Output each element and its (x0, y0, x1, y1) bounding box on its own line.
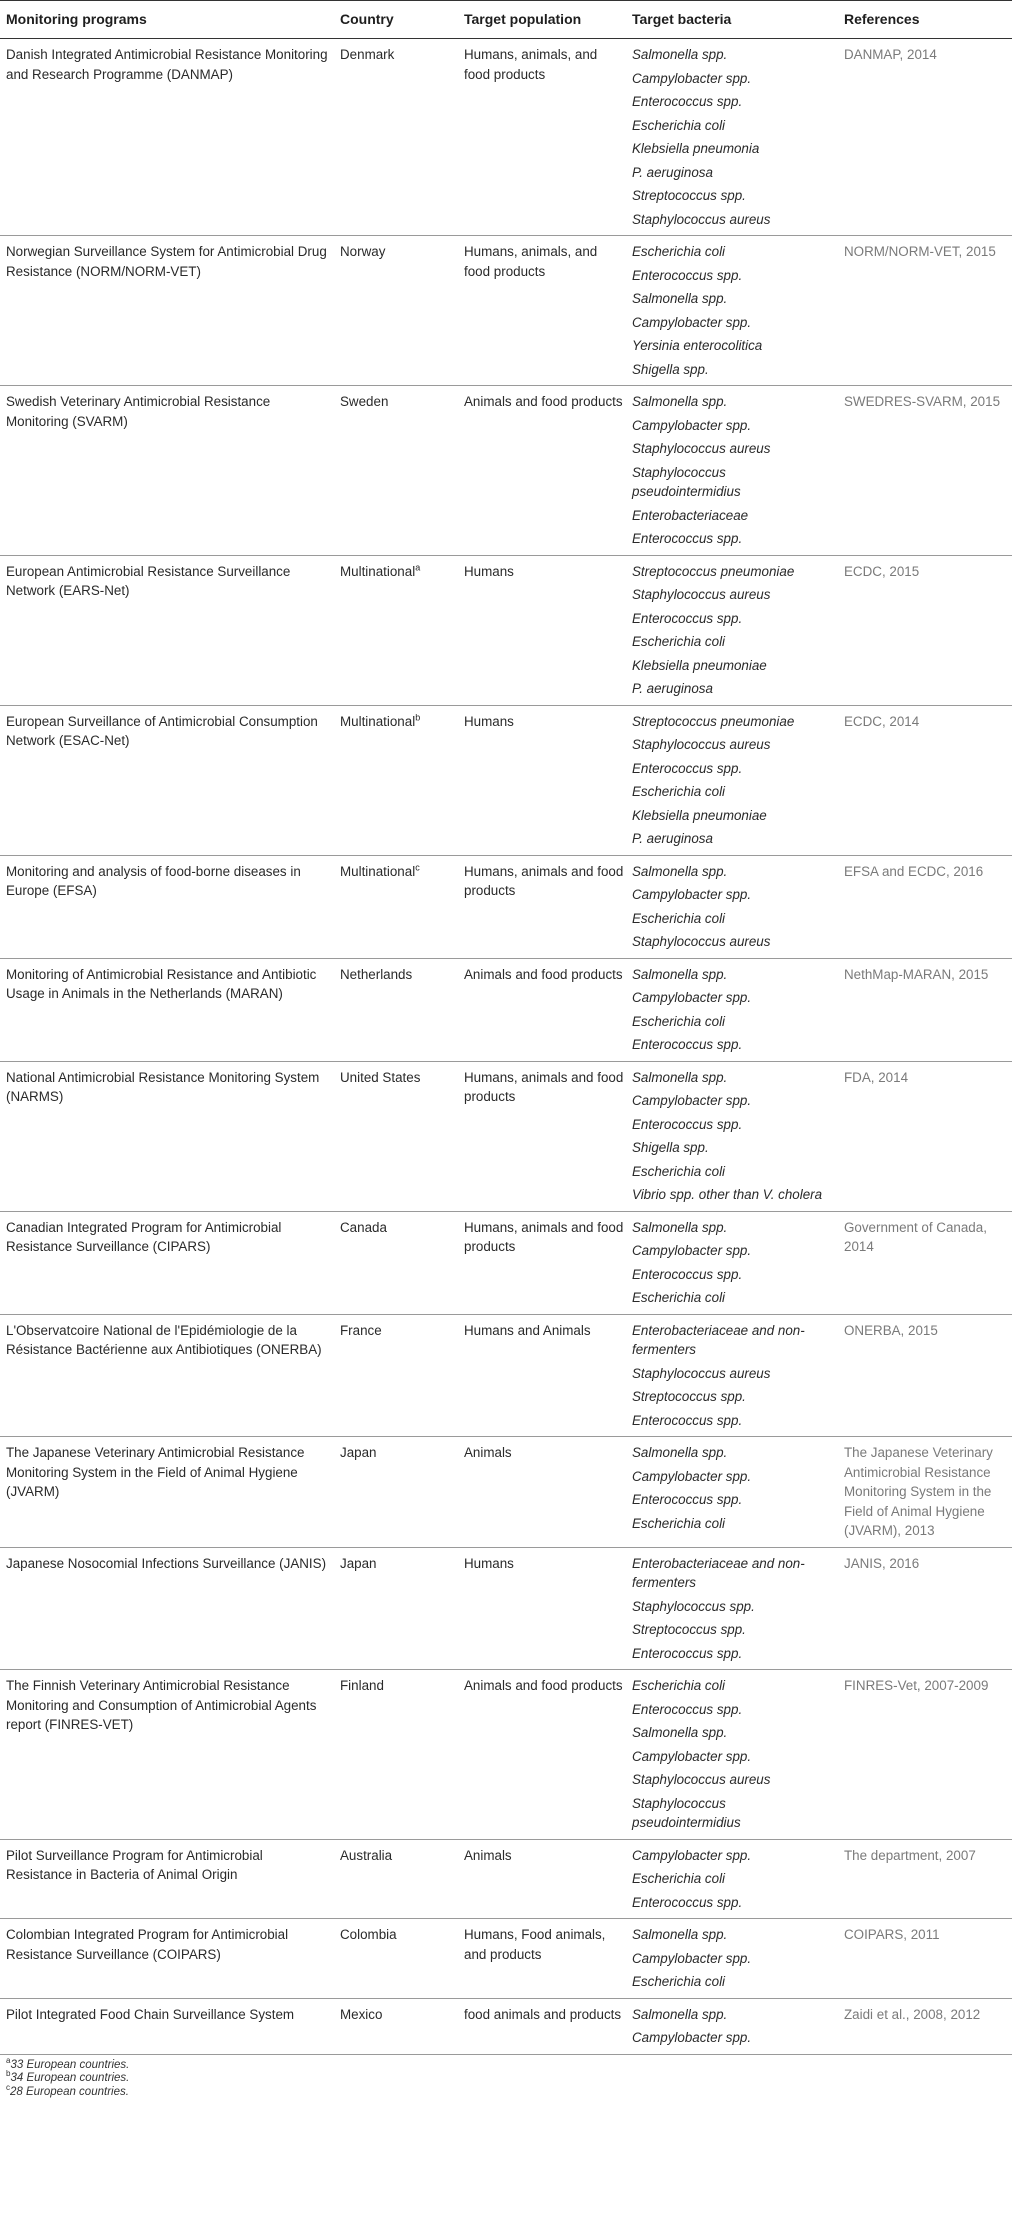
header-target-population: Target population (460, 1, 628, 39)
reference-cell: DANMAP, 2014 (840, 39, 1012, 236)
country-cell (336, 1839, 460, 1919)
bacteria-item: Enterococcus spp. (632, 1037, 743, 1052)
reference-cell: The Japanese Veterinary Antimicrobial Resistance Monitoring System in the Field of Animal Hygiene (JVARM), 2013 (840, 1437, 1012, 1548)
bacteria-item: Salmonella spp. (632, 1725, 728, 1740)
country-text: Multinational (340, 863, 416, 879)
bacteria-item: Escherichia coli (632, 1163, 726, 1179)
target-population-cell: Animals (460, 1839, 628, 1919)
bacteria-item: Streptococcus pneumoniae (632, 713, 795, 729)
reference-cell: COIPARS, 2011 (840, 1919, 1012, 1999)
header-target-bacteria: Target bacteria (628, 1, 840, 39)
country-text: Denmark (340, 47, 395, 62)
reference-cell: ECDC, 2014 (840, 705, 1012, 855)
bacteria-item: Escherichia coli (632, 1974, 726, 1989)
bacteria-item: Enterococcus spp. (632, 1701, 743, 1717)
bacteria-item: Campylobacter spp. (632, 1243, 752, 1258)
bacteria-item: Escherichia coli (632, 117, 726, 133)
footnote-line (6, 2055, 1012, 2073)
target-bacteria-cell (628, 1314, 840, 1437)
target-population-cell: Humans, animals and food products (460, 1211, 628, 1314)
bacteria-item: Staphylococcus pseudointermidius (632, 464, 741, 499)
table-row (0, 1314, 1012, 1437)
target-bacteria-cell (628, 1919, 840, 1999)
target-population-cell: Humans (460, 555, 628, 705)
table-row (0, 1919, 1012, 1999)
bacteria-item: Staphylococcus spp. (632, 1598, 755, 1614)
target-bacteria-cell (628, 555, 840, 705)
footnote-marker: a (415, 562, 421, 573)
bacteria-item: Enterococcus spp. (632, 760, 743, 776)
reference-cell: ONERBA, 2015 (840, 1314, 1012, 1437)
country-cell (336, 1547, 460, 1670)
program-name-cell: Japanese Nosocomial Infections Surveillance (JANIS) (0, 1547, 336, 1670)
target-bacteria-cell (628, 1670, 840, 1840)
country-text: France (340, 1322, 382, 1338)
bacteria-item: Escherichia coli (632, 910, 726, 926)
bacteria-item: Campylobacter spp. (632, 1950, 752, 1966)
target-bacteria-cell (628, 705, 840, 855)
table-row (0, 958, 1012, 1061)
bacteria-item: Escherichia coli (632, 1013, 726, 1029)
footnote-text: 34 European countries. (10, 2072, 130, 2084)
program-name-cell: Swedish Veterinary Antimicrobial Resistance Monitoring (SVARM) (0, 386, 336, 556)
country-text: United States (340, 1069, 421, 1085)
reference-cell: EFSA and ECDC, 2016 (840, 855, 1012, 958)
target-population-cell: Animals and food products (460, 1670, 628, 1840)
footnote-marker: b (415, 712, 421, 723)
bacteria-item: Campylobacter spp. (632, 1847, 752, 1863)
program-name-cell: Canadian Integrated Program for Antimicrobial Resistance Surveillance (CIPARS) (0, 1211, 336, 1314)
bacteria-item: Enterococcus spp. (632, 1116, 743, 1132)
table-row (0, 1061, 1012, 1211)
reference-cell: Government of Canada, 2014 (840, 1211, 1012, 1314)
target-bacteria-cell (628, 1437, 840, 1548)
table-row (0, 39, 1012, 236)
bacteria-item: Staphylococcus aureus (632, 587, 771, 602)
header-country: Country (336, 1, 460, 39)
bacteria-item: Campylobacter spp. (632, 417, 752, 433)
target-bacteria-cell (628, 1547, 840, 1670)
bacteria-item: Campylobacter spp. (632, 1748, 752, 1764)
footnote-mark: b (6, 2069, 11, 2079)
bacteria-item: Escherichia coli (632, 1290, 726, 1305)
target-population-cell: Humans, animals, and food products (460, 39, 628, 236)
country-text: Japan (340, 1555, 377, 1571)
table-header (0, 1, 1012, 39)
program-name-cell: Pilot Surveillance Program for Antimicrobial Resistance in Bacteria of Animal Origin (0, 1839, 336, 1919)
bacteria-item: Staphylococcus aureus (632, 441, 771, 456)
program-name-cell: Pilot Integrated Food Chain Surveillance System (0, 1998, 336, 2054)
footnotes (0, 2055, 1012, 2100)
table-row (0, 1547, 1012, 1670)
country-text: Norway (340, 244, 386, 259)
target-bacteria-cell (628, 1998, 840, 2054)
reference-cell: Zaidi et al., 2008, 2012 (840, 1998, 1012, 2054)
table-row (0, 1998, 1012, 2054)
bacteria-item: Enterococcus spp. (632, 531, 743, 546)
country-cell (336, 386, 460, 556)
bacteria-item: Campylobacter spp. (632, 1093, 752, 1108)
bacteria-item: Escherichia coli (632, 634, 726, 649)
target-bacteria-cell (628, 236, 840, 386)
target-population-cell: Animals (460, 1437, 628, 1548)
target-bacteria-cell (628, 958, 840, 1061)
footnote-mark: a (6, 2055, 11, 2065)
table-body (0, 39, 1012, 2055)
program-name-cell: European Surveillance of Antimicrobial Consumption Network (ESAC-Net) (0, 705, 336, 855)
bacteria-item: Streptococcus spp. (632, 1622, 746, 1637)
bacteria-item: Campylobacter spp. (632, 70, 752, 86)
target-population-cell: Humans (460, 1547, 628, 1670)
header-monitoring-programs: Monitoring programs (0, 1, 336, 39)
footnote-marker: c (415, 862, 420, 873)
target-population-cell: Humans, animals and food products (460, 1061, 628, 1211)
footnote-line (6, 2069, 1012, 2086)
country-text: Japan (340, 1445, 377, 1460)
bacteria-item: Enterococcus spp. (632, 1412, 743, 1428)
bacteria-item: Salmonella spp. (632, 966, 728, 982)
program-name-cell: National Antimicrobial Resistance Monitoring System (NARMS) (0, 1061, 336, 1211)
program-name-cell: L'Observatcoire National de l'Epidémiologie de la Résistance Bactérienne aux Antibiotiques (ONERBA) (0, 1314, 336, 1437)
bacteria-item: Staphylococcus aureus (632, 1772, 771, 1787)
footnote-mark: c (6, 2082, 10, 2092)
country-cell (336, 855, 460, 958)
country-cell (336, 1211, 460, 1314)
bacteria-item: Salmonella spp. (632, 1445, 728, 1460)
table-row (0, 386, 1012, 556)
country-cell (336, 705, 460, 855)
program-name-cell: Danish Integrated Antimicrobial Resistance Monitoring and Research Programme (DANMAP) (0, 39, 336, 236)
bacteria-item: Enterococcus spp. (632, 1492, 743, 1507)
target-population-cell: Animals and food products (460, 386, 628, 556)
bacteria-item: Streptococcus spp. (632, 1389, 746, 1404)
program-name-cell: The Finnish Veterinary Antimicrobial Resistance Monitoring and Consumption of Antimicrobial Agents report (FINRES-VET) (0, 1670, 336, 1840)
footnote-text: 28 European countries. (10, 2085, 129, 2098)
program-name-cell: Norwegian Surveillance System for Antimicrobial Drug Resistance (NORM/NORM-VET) (0, 236, 336, 386)
bacteria-item: Staphylococcus aureus (632, 737, 771, 752)
reference-cell: The department, 2007 (840, 1839, 1012, 1919)
table-row (0, 1211, 1012, 1314)
bacteria-item: Campylobacter spp. (632, 314, 752, 330)
country-cell (336, 958, 460, 1061)
footnote-line (6, 2082, 1012, 2100)
country-cell (336, 1670, 460, 1840)
target-bacteria-cell (628, 386, 840, 556)
reference-cell: NethMap-MARAN, 2015 (840, 958, 1012, 1061)
bacteria-item: Enterobacteriaceae and non-fermenters (632, 1322, 805, 1357)
table-row (0, 555, 1012, 705)
reference-cell: SWEDRES-SVARM, 2015 (840, 386, 1012, 556)
bacteria-item: Escherichia coli (632, 244, 726, 259)
bacteria-item: Enterococcus spp. (632, 1894, 743, 1910)
country-text: Sweden (340, 394, 389, 409)
target-population-cell: Humans and Animals (460, 1314, 628, 1437)
bacteria-item: Klebsiella pneumoniae (632, 657, 767, 673)
reference-cell: ECDC, 2015 (840, 555, 1012, 705)
bacteria-item: Escherichia coli (632, 1515, 726, 1531)
country-text: Australia (340, 1847, 393, 1863)
target-bacteria-cell (628, 1839, 840, 1919)
country-text: Colombia (340, 1927, 397, 1942)
bacteria-item: Salmonella spp. (632, 2006, 728, 2022)
country-cell (336, 1998, 460, 2054)
table-row (0, 1437, 1012, 1548)
table-row (0, 1839, 1012, 1919)
bacteria-item: Staphylococcus aureus (632, 211, 771, 227)
bacteria-item: Streptococcus spp. (632, 188, 746, 203)
bacteria-item: Enterococcus spp. (632, 610, 743, 626)
bacteria-item: Staphylococcus pseudointermidius (632, 1795, 741, 1830)
bacteria-item: Shigella spp. (632, 361, 709, 377)
country-cell (336, 1919, 460, 1999)
bacteria-item: Staphylococcus aureus (632, 1365, 771, 1381)
country-cell (336, 1314, 460, 1437)
target-population-cell: Humans, Food animals, and products (460, 1919, 628, 1999)
bacteria-item: Escherichia coli (632, 784, 726, 799)
bacteria-item: Klebsiella pneumoniae (632, 807, 767, 823)
footnote-text: 33 European countries. (10, 2058, 130, 2071)
target-population-cell: Humans (460, 705, 628, 855)
bacteria-item: P. aeruginosa (632, 831, 713, 846)
table-row (0, 855, 1012, 958)
country-text: Canada (340, 1219, 387, 1235)
reference-cell: JANIS, 2016 (840, 1547, 1012, 1670)
bacteria-item: Enterococcus spp. (632, 1645, 743, 1661)
bacteria-item: Yersinia enterocolitica (632, 338, 763, 353)
bacteria-item: P. aeruginosa (632, 164, 713, 180)
bacteria-item: Escherichia coli (632, 1678, 726, 1693)
country-cell (336, 1061, 460, 1211)
bacteria-item: Escherichia coli (632, 1871, 726, 1886)
bacteria-item: P. aeruginosa (632, 681, 713, 696)
country-text: Multinational (340, 563, 416, 579)
reference-cell: FDA, 2014 (840, 1061, 1012, 1211)
bacteria-item: Enterococcus spp. (632, 267, 743, 283)
table-row (0, 705, 1012, 855)
bacteria-item: Salmonella spp. (632, 1927, 728, 1942)
bacteria-item: Streptococcus pneumoniae (632, 563, 795, 579)
bacteria-item: Campylobacter spp. (632, 1468, 752, 1484)
bacteria-item: Salmonella spp. (632, 1219, 728, 1235)
bacteria-item: Shigella spp. (632, 1140, 709, 1155)
country-cell (336, 236, 460, 386)
bacteria-item: Klebsiella pneumonia (632, 141, 760, 156)
country-cell (336, 555, 460, 705)
bacteria-item: Campylobacter spp. (632, 2030, 752, 2045)
bacteria-item: Enterobacteriaceae and non-fermenters (632, 1555, 805, 1590)
bacteria-item: Salmonella spp. (632, 47, 728, 62)
bacteria-item: Enterobacteriaceae (632, 507, 749, 523)
table-row (0, 1670, 1012, 1840)
country-text: Finland (340, 1678, 384, 1693)
program-name-cell: Monitoring of Antimicrobial Resistance and Antibiotic Usage in Animals in the Netherlands (MARAN) (0, 958, 336, 1061)
target-bacteria-cell (628, 855, 840, 958)
program-name-cell: The Japanese Veterinary Antimicrobial Resistance Monitoring System in the Field of Animal Hygiene (JVARM) (0, 1437, 336, 1548)
target-population-cell: food animals and products (460, 1998, 628, 2054)
bacteria-item: Enterococcus spp. (632, 1266, 743, 1282)
header-row (0, 1, 1012, 39)
reference-cell: NORM/NORM-VET, 2015 (840, 236, 1012, 386)
bacteria-item: Salmonella spp. (632, 863, 728, 879)
reference-cell: FINRES-Vet, 2007-2009 (840, 1670, 1012, 1840)
bacteria-item: Campylobacter spp. (632, 887, 752, 902)
target-bacteria-cell (628, 1211, 840, 1314)
bacteria-item: Salmonella spp. (632, 1069, 728, 1085)
country-text: Netherlands (340, 966, 413, 982)
bacteria-item: Campylobacter spp. (632, 990, 752, 1005)
bacteria-item: Salmonella spp. (632, 291, 728, 306)
country-cell (336, 1437, 460, 1548)
bacteria-item: Salmonella spp. (632, 394, 728, 409)
program-name-cell: Colombian Integrated Program for Antimicrobial Resistance Surveillance (COIPARS) (0, 1919, 336, 1999)
table-row (0, 236, 1012, 386)
bacteria-item: Enterococcus spp. (632, 94, 743, 109)
country-text: Mexico (340, 2006, 383, 2022)
target-population-cell: Humans, animals and food products (460, 855, 628, 958)
header-references: References (840, 1, 1012, 39)
bacteria-item: Vibrio spp. other than V. cholera (632, 1187, 823, 1202)
country-text: Multinational (340, 713, 416, 729)
target-population-cell: Humans, animals, and food products (460, 236, 628, 386)
program-name-cell: European Antimicrobial Resistance Surveillance Network (EARS-Net) (0, 555, 336, 705)
target-bacteria-cell (628, 1061, 840, 1211)
target-population-cell: Animals and food products (460, 958, 628, 1061)
country-cell (336, 39, 460, 236)
program-name-cell: Monitoring and analysis of food-borne diseases in Europe (EFSA) (0, 855, 336, 958)
target-bacteria-cell (628, 39, 840, 236)
bacteria-item: Staphylococcus aureus (632, 934, 771, 949)
